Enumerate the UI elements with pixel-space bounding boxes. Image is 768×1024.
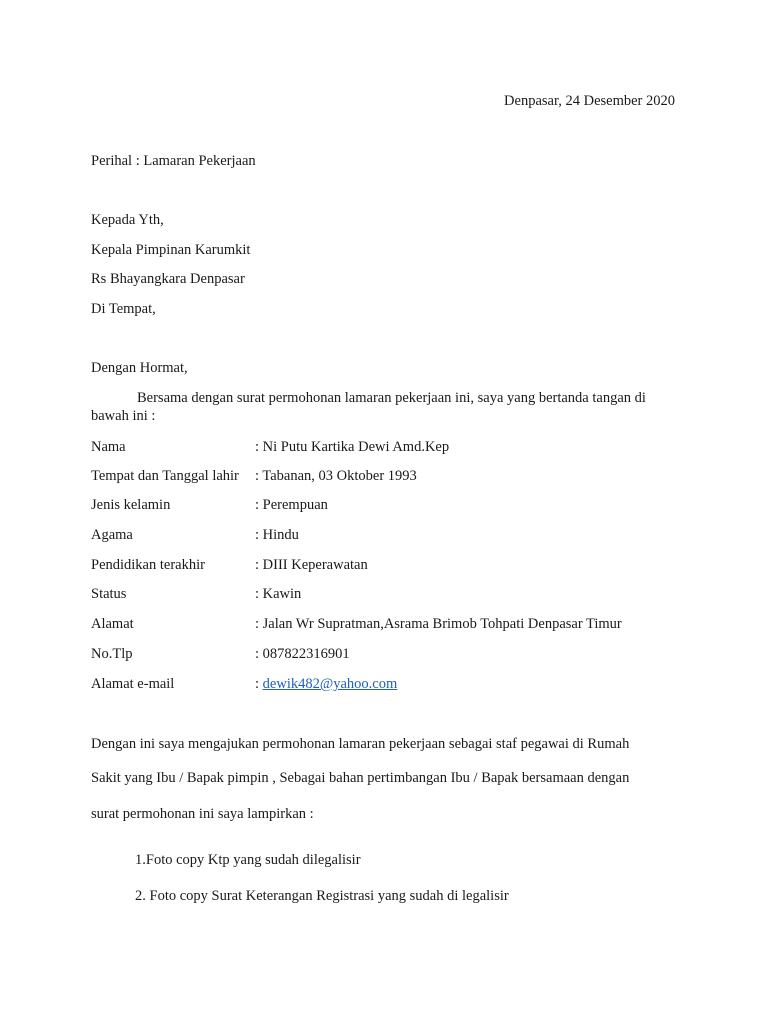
detail-label: Alamat	[91, 616, 134, 632]
detail-label: Alamat e-mail	[91, 676, 175, 692]
detail-row	[91, 439, 691, 459]
recipient-line: Di Tempat,	[91, 301, 156, 317]
detail-label: Jenis kelamin	[91, 497, 171, 513]
attachment-item: 1.Foto copy Ktp yang sudah dilegalisir	[135, 852, 361, 868]
letter-date: Denpasar, 24 Desember 2020	[504, 93, 675, 109]
detail-row	[91, 676, 691, 696]
detail-value: : Jalan Wr Supratman,Asrama Brimob Tohpati Denpasar Timur	[255, 616, 622, 632]
detail-row	[91, 646, 691, 666]
detail-label: Tempat dan Tanggal lahir	[91, 468, 239, 484]
body-line: Sakit yang Ibu / Bapak pimpin , Sebagai bahan pertimbangan Ibu / Bapak bersamaan dengan	[91, 770, 630, 786]
detail-row	[91, 616, 691, 636]
detail-value: : DIII Keperawatan	[255, 557, 368, 573]
detail-value: : Tabanan, 03 Oktober 1993	[255, 468, 417, 484]
detail-value: : 087822316901	[255, 646, 350, 662]
detail-row	[91, 527, 691, 547]
email-link[interactable]: dewik482@yahoo.com	[262, 676, 398, 692]
recipient-line: Kepala Pimpinan Karumkit	[91, 242, 251, 258]
detail-label: Nama	[91, 439, 126, 455]
detail-label: Pendidikan terakhir	[91, 557, 205, 573]
intro-line: Bersama dengan surat permohonan lamaran pekerjaan ini, saya yang bertanda tangan di	[137, 390, 646, 406]
body-line: surat permohonan ini saya lampirkan :	[91, 806, 314, 822]
detail-row	[91, 557, 691, 577]
detail-label: Agama	[91, 527, 133, 543]
intro-line: bawah ini :	[91, 408, 156, 424]
email-prefix: :	[255, 676, 263, 692]
detail-label: No.Tlp	[91, 646, 133, 662]
detail-value: : Hindu	[255, 527, 299, 543]
greeting: Dengan Hormat,	[91, 360, 188, 376]
detail-row	[91, 586, 691, 606]
body-line: Dengan ini saya mengajukan permohonan lamaran pekerjaan sebagai staf pegawai di Rumah	[91, 736, 630, 752]
detail-value: : Kawin	[255, 586, 302, 602]
letter-subject: Perihal : Lamaran Pekerjaan	[91, 153, 256, 169]
attachment-item: 2. Foto copy Surat Keterangan Registrasi yang sudah di legalisir	[135, 888, 509, 904]
detail-value: : Ni Putu Kartika Dewi Amd.Kep	[255, 439, 450, 455]
recipient-line: Rs Bhayangkara Denpasar	[91, 271, 245, 287]
detail-value	[255, 676, 397, 693]
detail-row	[91, 497, 691, 517]
detail-value: : Perempuan	[255, 497, 328, 513]
detail-row	[91, 468, 691, 488]
recipient-line: Kepada Yth,	[91, 212, 164, 228]
detail-label: Status	[91, 586, 127, 602]
